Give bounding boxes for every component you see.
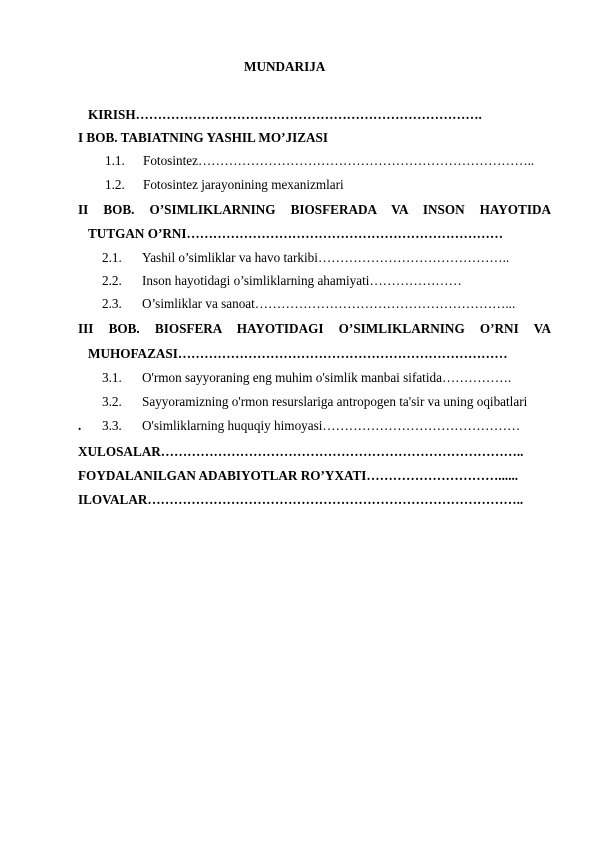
section-number: 2.2. (102, 273, 122, 288)
section-title: Yashil o’simliklar va havo tarkibi…………………………………….. (142, 250, 510, 265)
section-title: O’simliklar va sanoat…………………………………………………... (142, 296, 516, 311)
toc-entry-adabiyotlar: FOYDALANILGAN ADABIYOTLAR RO’YXATI…………………………...... (78, 468, 519, 483)
toc-section-2-2 (102, 273, 462, 289)
toc-section-2-1 (102, 250, 509, 266)
section-prefix-dot: . (78, 418, 82, 433)
toc-entry-kirish: KIRISH……………………………………………………………………. (88, 107, 482, 122)
section-title: Inson hayotidagi o’simliklarning ahamiyati………………… (142, 273, 462, 288)
section-title: Fotosintez………………………………………………………………….. (143, 153, 535, 168)
toc-entry-chapter-2-line-2: TUTGAN O’RNI……………………………………………………………… (88, 226, 504, 241)
toc-entry-chapter-1: I BOB. TABIATNING YASHIL MO’JIZASI (78, 130, 329, 145)
page-title: MUNDARIJA (244, 59, 326, 74)
toc-entry-chapter-3-line-1: III BOB. BIOSFERA HAYOTIDAGI O’SIMLIKLARNING O’RNI VA (78, 321, 551, 336)
toc-section-2-3 (102, 296, 515, 312)
toc-section-3-2 (102, 394, 527, 410)
toc-section-1-2 (105, 177, 344, 193)
section-title: Sayyoramizning o'rmon resurslariga antropogen ta'sir va uning oqibatlari (142, 394, 528, 409)
toc-section-3-1 (102, 370, 511, 386)
section-title: Fotosintez jarayonining mexanizmlari (143, 177, 344, 192)
section-number: 2.3. (102, 296, 122, 311)
toc-section-3-3 (102, 418, 520, 434)
section-number: 2.1. (102, 250, 122, 265)
section-number: 3.1. (102, 370, 122, 385)
toc-section-1-1 (105, 153, 534, 169)
section-number: 1.2. (105, 177, 125, 192)
section-number: 1.1. (105, 153, 125, 168)
section-title: O'simliklarning huquqiy himoyasi……………………………………… (142, 418, 521, 433)
section-number: 3.3. (102, 418, 122, 433)
section-title: O'rmon sayyoraning eng muhim o'simlik manbai sifatida……………. (142, 370, 512, 385)
toc-entry-chapter-3-line-2: MUHOFAZASI………………………………………………………………… (88, 346, 508, 361)
toc-entry-ilovalar: ILOVALAR………………………………………………………………………….. (78, 492, 524, 507)
section-number: 3.2. (102, 394, 122, 409)
toc-entry-chapter-2-line-1: II BOB. O’SIMLIKLARNING BIOSFERADA VA INSON HAYOTIDA (78, 202, 551, 217)
toc-entry-xulosalar: XULOSALAR……………………………………………………………………….. (78, 444, 524, 459)
